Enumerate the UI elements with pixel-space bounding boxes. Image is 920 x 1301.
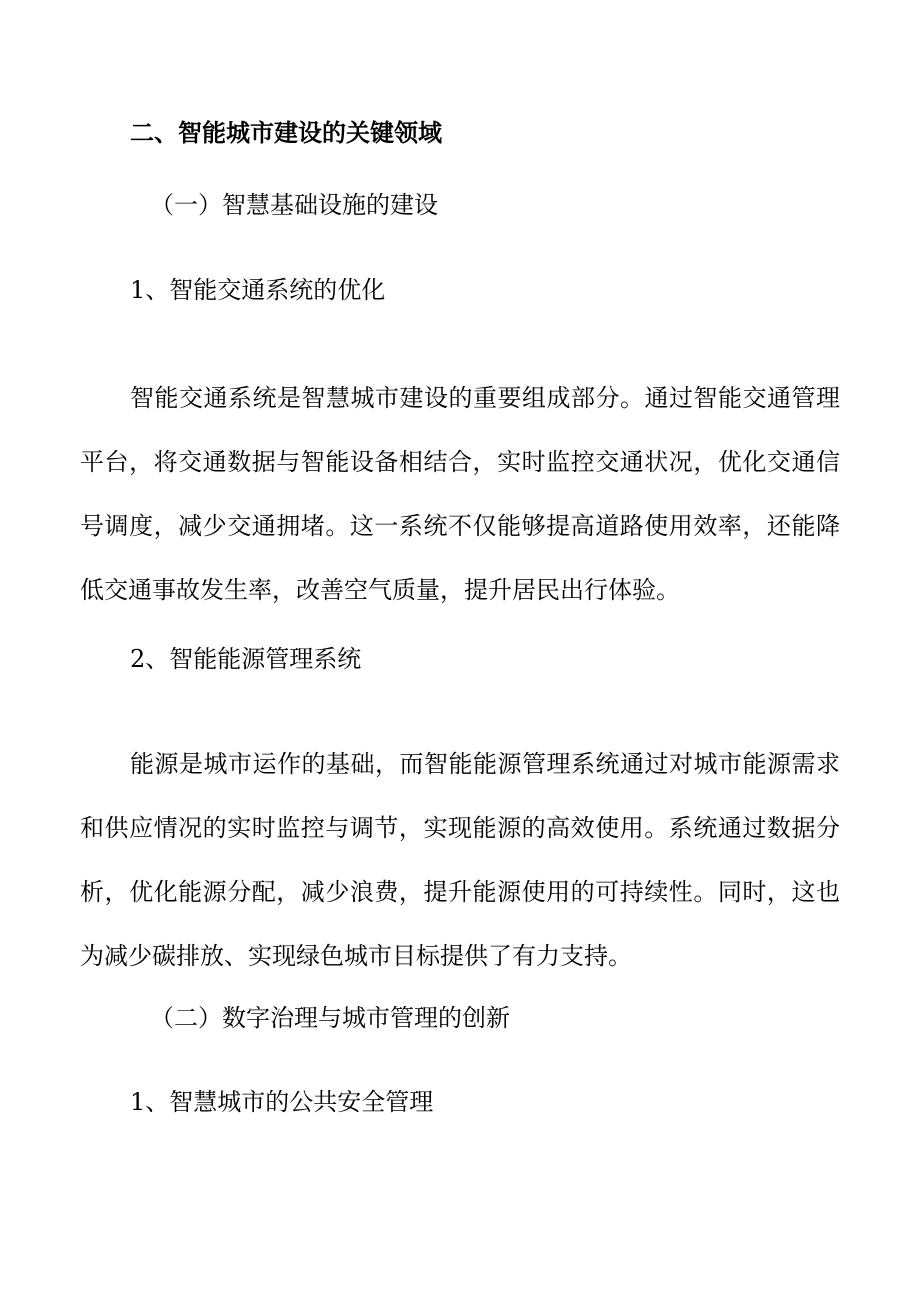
subsection-heading-infrastructure: （一）智慧基础设施的建设 <box>150 191 438 219</box>
item-heading-public-safety: 1、智慧城市的公共安全管理 <box>130 1088 434 1116</box>
subsection-heading-governance: （二）数字治理与城市管理的创新 <box>150 1004 510 1032</box>
paragraph-traffic: 智能交通系统是智慧城市建设的重要组成部分。通过智能交通管理平台，将交通数据与智能设备相结合，实时监控交通状况，优化交通信号调度，减少交通拥堵。这一系统不仅能够提高道路使用效率，还能降低交通事故发生率，改善空气质量，提升居民出行体验。 <box>80 384 840 604</box>
section-title: 二、智能城市建设的关键领域 <box>130 118 442 147</box>
paragraph-energy: 能源是城市运作的基础，而智能能源管理系统通过对城市能源需求和供应情况的实时监控与调节，实现能源的高效使用。系统通过数据分析，优化能源分配，减少浪费，提升能源使用的可持续性。同时，这也为减少碳排放、实现绿色城市目标提供了有力支持。 <box>80 750 840 970</box>
item-heading-energy: 2、智能能源管理系统 <box>130 645 362 673</box>
item-heading-traffic: 1、智能交通系统的优化 <box>130 276 386 304</box>
